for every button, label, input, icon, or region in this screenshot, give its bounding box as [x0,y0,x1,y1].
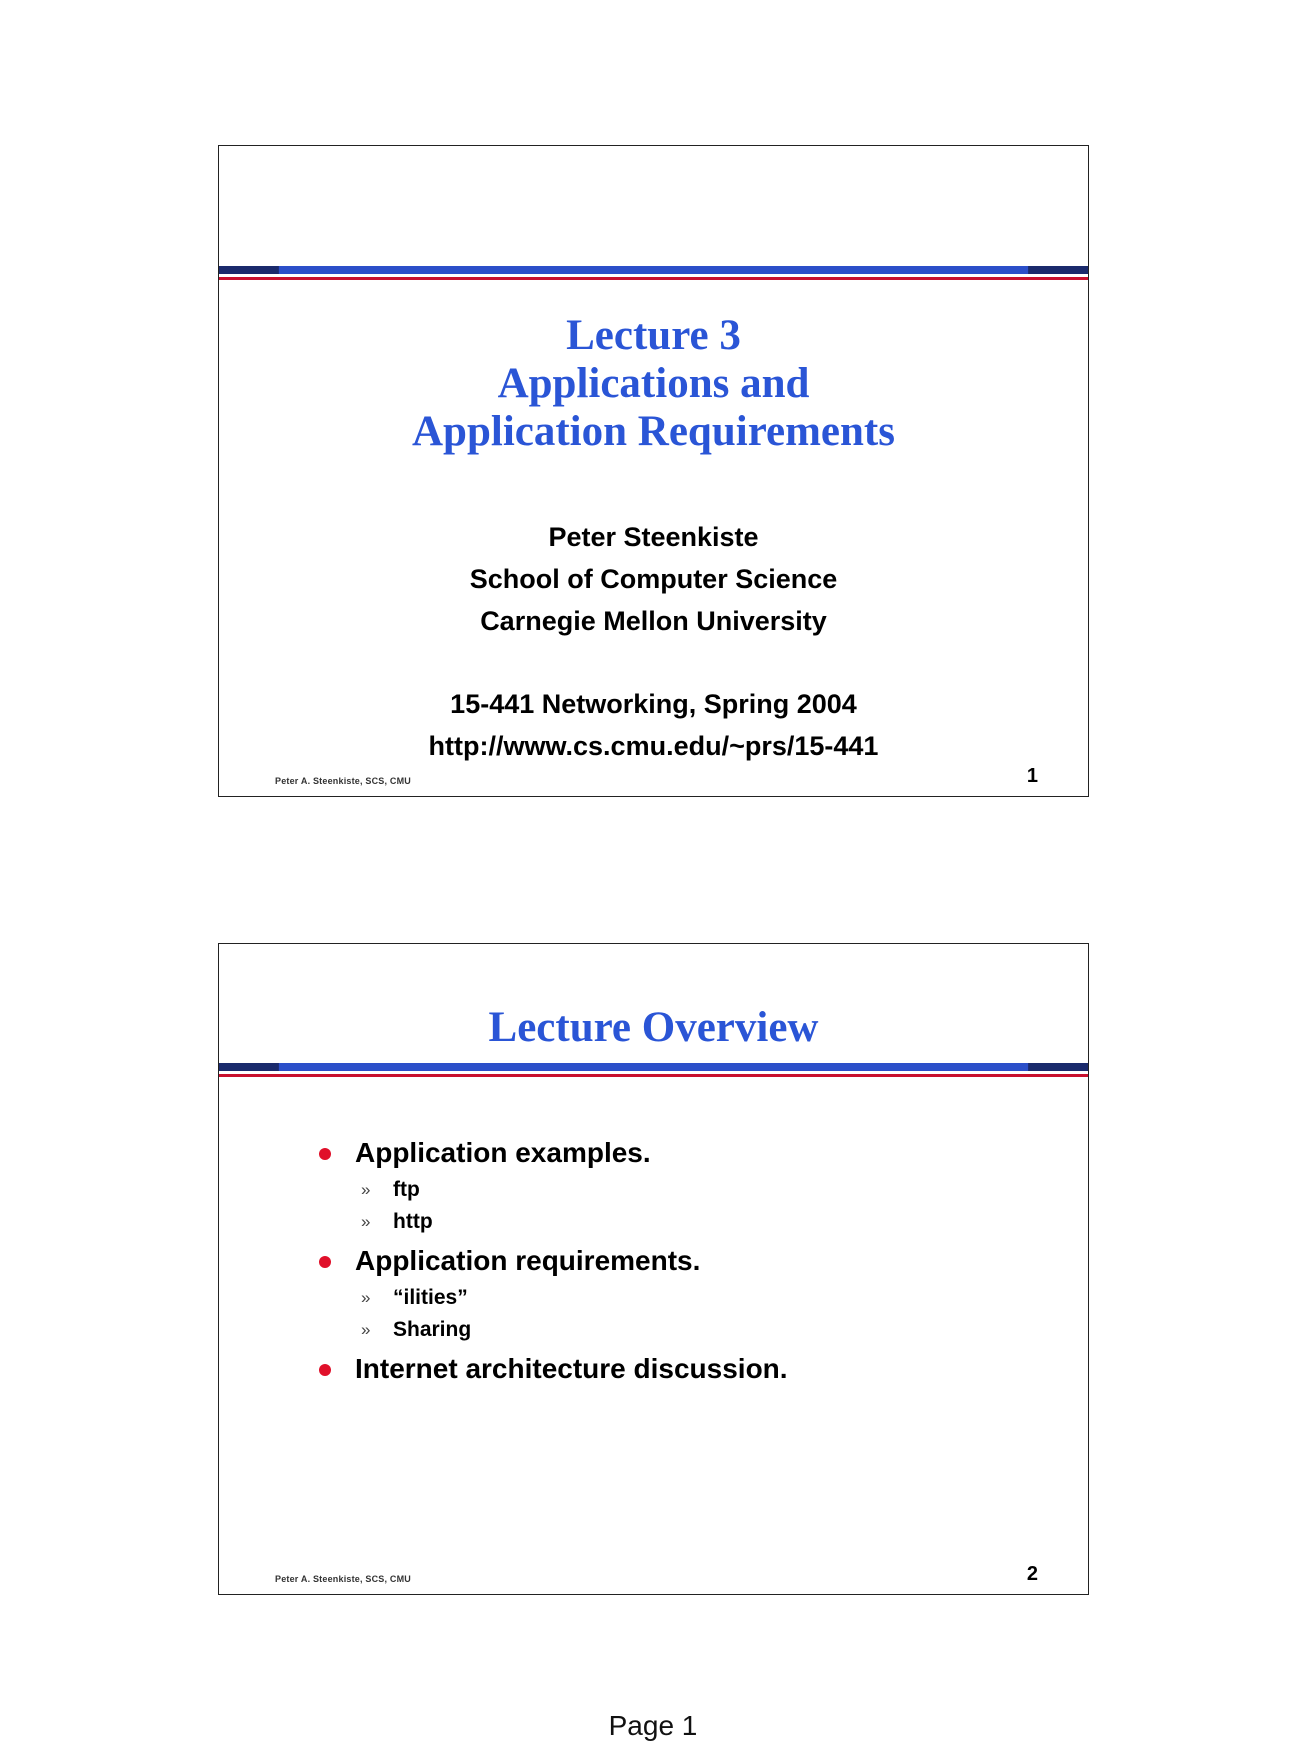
slide-number: 1 [1026,765,1038,787]
sub-bullet-item [319,1282,1048,1314]
title-line: Lecture 3 [566,312,741,359]
bullet-dot-icon [319,1364,331,1376]
bullet-dot-icon [319,1148,331,1160]
sub-bullet-item [319,1174,1048,1206]
sub-bullet-text: http [393,1210,433,1233]
chevron-right-icon: » [361,1288,371,1307]
bullet-dot-icon [319,1256,331,1268]
course-name: 15-441 Networking, Spring 2004 [450,689,857,719]
bullet-text: Application examples. [355,1137,651,1168]
bullet-group [319,1350,1048,1388]
bullet-text: Internet architecture discussion. [355,1353,788,1384]
page-label: Page 1 [608,1710,698,1741]
slide-2 [218,943,1089,1595]
header-bar-graphic [219,266,1088,280]
course-block [219,683,1088,767]
title-line: Applications and [497,360,810,407]
author-name: Peter Steenkiste [548,522,759,552]
sub-bullet-item [319,1314,1048,1346]
sub-bullet-item [319,1206,1048,1238]
sub-bullet-text: “ilities” [393,1286,468,1309]
header-bar-graphic [219,1063,1088,1077]
title-line: Lecture Overview [488,1004,819,1051]
bullet-group [319,1242,1048,1346]
author-block [219,516,1088,642]
bullet-item [319,1350,1048,1388]
slide-footer: Peter A. Steenkiste, SCS, CMU [275,1574,412,1584]
chevron-right-icon: » [361,1212,371,1231]
bullet-item [319,1242,1048,1280]
author-university: Carnegie Mellon University [480,606,827,636]
chevron-right-icon: » [361,1180,371,1199]
title-line: Application Requirements [412,408,895,455]
bullet-item [319,1134,1048,1172]
slide-number: 2 [1026,1563,1038,1585]
bullet-group [319,1134,1048,1238]
slide-footer: Peter A. Steenkiste, SCS, CMU [275,776,412,786]
header-bar [219,1063,1088,1077]
sub-bullet-text: ftp [393,1178,420,1201]
bullet-list [319,1134,1048,1392]
course-url: http://www.cs.cmu.edu/~prs/15-441 [428,731,879,761]
header-bar [219,266,1088,280]
bullet-text: Application requirements. [355,1245,701,1276]
chevron-right-icon: » [361,1320,371,1339]
slide-1 [218,145,1089,797]
sub-bullet-text: Sharing [393,1318,472,1341]
slide-title [219,1004,1088,1052]
slide-title [219,312,1088,456]
author-school: School of Computer Science [469,564,838,594]
